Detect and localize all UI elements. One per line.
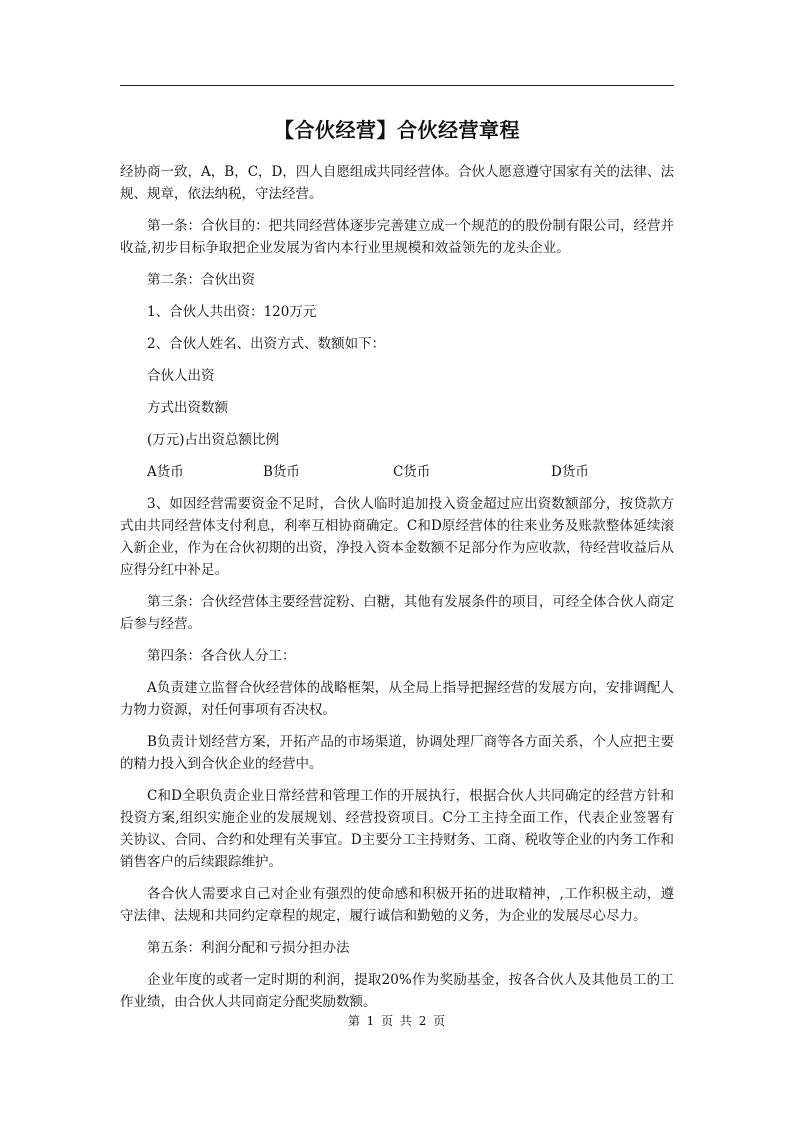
article-2-item-3: 3、如因经营需要资金不足时，合伙人临时追加投入资金超过应出资数额部分，按贷款方式由共同经营体支付利息，利率互相协商确定。C和D原经营体的往来业务及账款整体延续滚入新企业，作为在合伙初期的出资，净投入资本金数额不足部分作为应收款，待经营收益后从应得分红中补足。 [120, 496, 674, 578]
currency-cell-b: B货币 [263, 464, 300, 480]
article-5-text: 企业年度的或者一定时期的利润，提取20%作为奖励基金，按各合伙人及其他员工的工作业绩，由合伙人共同商定分配奖励数额。 [120, 972, 674, 1010]
article-5-heading: 第五条：利润分配和亏损分担办法 [147, 940, 350, 956]
document-body [120, 161, 674, 1023]
contribution-table-header-3: (万元)占出资总额比例 [147, 432, 280, 448]
duty-partners-c-d: C和D全职负责企业日常经营和管理工作的开展执行，根据合伙人共同确定的经营方针和投资方案,组织实施企业的发展规划、经营投资项目。C分工主持全面工作，代表企业签署有关协议、合同、合约和处理有关事宜。D主要分工主持财务、工商、税收等企业的内务工作和销售客户的后续跟踪维护。 [120, 788, 674, 870]
article-2-item-1: 1、合伙人共出资：120万元 [147, 304, 317, 320]
currency-cell-d: D货币 [551, 464, 589, 480]
article-2-heading: 第二条：合伙出资 [147, 272, 255, 288]
document-title: 【合伙经营】合伙经营章程 [274, 118, 520, 142]
article-2-item-2: 2、合伙人姓名、出资方式、数额如下： [147, 336, 386, 352]
contribution-table-header-2: 方式出资数额 [147, 400, 228, 416]
currency-cell-a: A货币 [147, 464, 184, 480]
currency-row [147, 461, 674, 483]
intro-paragraph: 经协商一致，A，B，C，D，四人自愿组成共同经营体。合伙人愿意遵守国家有关的法律、法规、规章，依法纳税，守法经营。 [120, 164, 674, 202]
duty-all-partners: 各合伙人需要求自己对企业有强烈的使命感和积极开拓的进取精神，,工作积极主动，遵守法律、法规和共同约定章程的规定，履行诚信和勤勉的义务，为企业的发展尽心尽力。 [120, 886, 674, 924]
article-1: 第一条：合伙目的：把共同经营体逐步完善建立成一个规范的的股份制有限公司，经营并收益,初步目标争取把企业发展为省内本行业里规模和效益领先的龙头企业。 [120, 218, 674, 256]
contribution-table-header-1: 合伙人出资 [147, 368, 215, 384]
currency-cell-c: C货币 [393, 464, 431, 480]
page-number-footer: 第 1 页 共 2 页 [347, 1014, 446, 1028]
duty-partner-b: B负责计划经营方案，开拓产品的市场渠道，协调处理厂商等各方面关系，个人应把主要的精力投入到合伙企业的经营中。 [120, 734, 674, 772]
article-3: 第三条：合伙经营体主要经营淀粉、白糖，其他有发展条件的项目，可经全体合伙人商定后参与经营。 [120, 594, 674, 632]
article-4-heading: 第四条：各合伙人分工： [147, 648, 296, 664]
duty-partner-a: A负责建立监督合伙经营体的战略框架，从全局上指导把握经营的发展方向，安排调配人力物力资源，对任何事项有否决权。 [120, 680, 674, 718]
header-rule [120, 85, 674, 86]
